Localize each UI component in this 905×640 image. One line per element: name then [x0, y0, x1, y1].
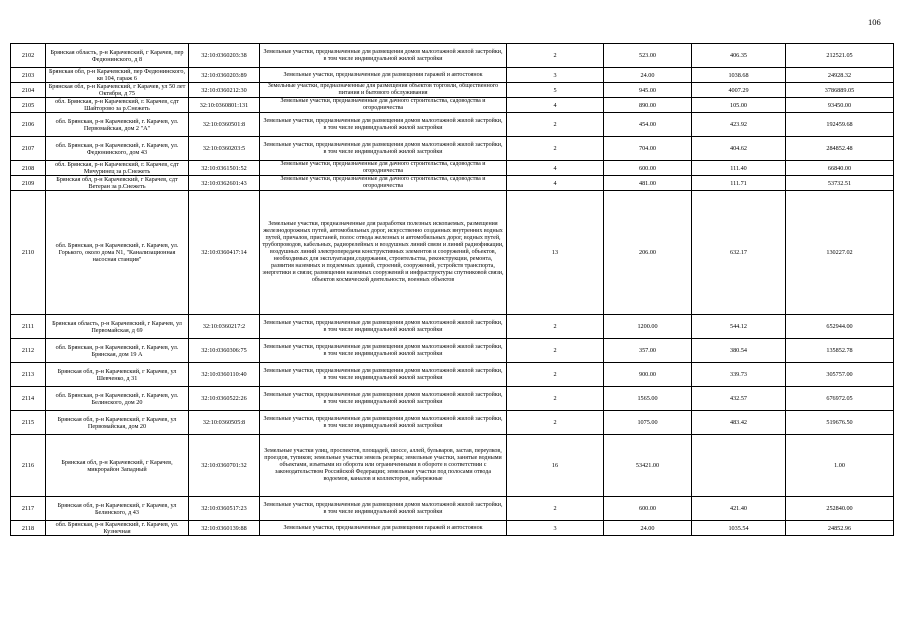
address-cell: обл. Брянская, р-н Карачевский, г. Карачев, ул. Кузнечная: [46, 521, 189, 536]
row-number-cell: 2108: [11, 161, 46, 176]
table-row: [11, 176, 894, 191]
cadastral-number-cell: 32:10:0360517:23: [189, 497, 260, 521]
area-cell: 454.00: [604, 113, 692, 137]
address-cell: Брянская область, р-н Карачевский, г Карачев, ул Первомайская, д 69: [46, 315, 189, 339]
row-number-cell: 2117: [11, 497, 46, 521]
land-use-cell: Земельные участки, предназначенные для размещения гаражей и автостоянок: [260, 521, 507, 536]
address-cell: Брянская обл, р-н Карачевский, г Карачев, ул 50 лет Октября, д 75: [46, 83, 189, 98]
specific-value-cell: 423.92: [692, 113, 786, 137]
address-cell: обл. Брянская, р-н Карачевский, г. Карачев, ул. Белинского, дом 20: [46, 387, 189, 411]
category-code-cell: 2: [507, 315, 604, 339]
cadastral-value-cell: 93450.00: [786, 98, 894, 113]
area-cell: 481.00: [604, 176, 692, 191]
land-use-cell: Земельные участки, предназначенные для размещения домов малоэтажной жилой застройки, в том числе индивидуальной жилой застройки: [260, 339, 507, 363]
cadastral-number-cell: 32:10:0360505:8: [189, 411, 260, 435]
cadastral-number-cell: 32:10:0360212:30: [189, 83, 260, 98]
area-cell: 900.00: [604, 363, 692, 387]
specific-value-cell: 4007.29: [692, 83, 786, 98]
area-cell: 945.00: [604, 83, 692, 98]
cadastral-value-cell: 305757.00: [786, 363, 894, 387]
address-cell: обл. Брянская, р-н Карачевский, г. Карачев, сдт Мичуринец за р.Снежеть: [46, 161, 189, 176]
cadastral-number-cell: 32:10:0360801:131: [189, 98, 260, 113]
cadastral-number-cell: 32:10:0361501:52: [189, 161, 260, 176]
specific-value-cell: 483.42: [692, 411, 786, 435]
cadastral-value-cell: 24928.32: [786, 68, 894, 83]
area-cell: 890.00: [604, 98, 692, 113]
cadastral-number-cell: 32:10:0360217:2: [189, 315, 260, 339]
table-body: [11, 44, 894, 536]
cadastral-number-cell: 32:10:0360203:5: [189, 137, 260, 161]
cadastral-value-cell: 135852.78: [786, 339, 894, 363]
specific-value-cell: 421.40: [692, 497, 786, 521]
row-number-cell: 2118: [11, 521, 46, 536]
cadastral-value-cell: 66840.00: [786, 161, 894, 176]
table-row: [11, 435, 894, 497]
address-cell: обл. Брянская, р-н Карачевский, г. Карачев, ул. Брянская, дом 19 А: [46, 339, 189, 363]
specific-value-cell: 380.54: [692, 339, 786, 363]
area-cell: 523.00: [604, 44, 692, 68]
address-cell: Брянская обл, р-н Карачевский, пер Федюнинского, кв 104, гараж 6: [46, 68, 189, 83]
land-use-cell: Земельные участки, предназначенные для размещения домов малоэтажной жилой застройки, в том числе индивидуальной жилой застройки: [260, 363, 507, 387]
land-use-cell: Земельные участки, предназначенные для размещения домов малоэтажной жилой застройки, в том числе индивидуальной жилой застройки: [260, 44, 507, 68]
table-row: [11, 137, 894, 161]
address-cell: Брянская обл, р-н Карачевский, г Карачев, ул Первомайская, дом 20: [46, 411, 189, 435]
address-cell: обл. Брянская, р-н Карачевский, г. Карачев, ул. Горького, около дома N1, "Канализационная насосная станция": [46, 191, 189, 315]
specific-value-cell: [692, 435, 786, 497]
cadastral-number-cell: 32:10:0360501:8: [189, 113, 260, 137]
land-use-cell: Земельные участки, предназначенные для дачного строительства, садоводства и огородничества: [260, 176, 507, 191]
land-use-cell: Земельные участки, предназначенные для размещения домов малоэтажной жилой застройки, в том числе индивидуальной жилой застройки: [260, 137, 507, 161]
specific-value-cell: 406.35: [692, 44, 786, 68]
table-row: [11, 161, 894, 176]
table-row: [11, 68, 894, 83]
area-cell: 600.00: [604, 161, 692, 176]
category-code-cell: 3: [507, 521, 604, 536]
row-number-cell: 2110: [11, 191, 46, 315]
address-cell: Брянская обл, р-н Карачевский, г Карачев, сдт Ветеран за р.Снежеть: [46, 176, 189, 191]
area-cell: 24.00: [604, 68, 692, 83]
area-cell: 24.00: [604, 521, 692, 536]
row-number-cell: 2102: [11, 44, 46, 68]
category-code-cell: 2: [507, 137, 604, 161]
cadastral-number-cell: 32:10:0360203:89: [189, 68, 260, 83]
table-row: [11, 83, 894, 98]
row-number-cell: 2114: [11, 387, 46, 411]
cadastral-value-cell: 1.00: [786, 435, 894, 497]
specific-value-cell: 105.00: [692, 98, 786, 113]
category-code-cell: 2: [507, 113, 604, 137]
row-number-cell: 2106: [11, 113, 46, 137]
cadastral-number-cell: 32:10:0360139:88: [189, 521, 260, 536]
land-use-cell: Земельные участки, предназначенные для размещения домов малоэтажной жилой застройки, в том числе индивидуальной жилой застройки: [260, 387, 507, 411]
table-row: [11, 315, 894, 339]
area-cell: 1200.00: [604, 315, 692, 339]
specific-value-cell: 544.12: [692, 315, 786, 339]
category-code-cell: 4: [507, 161, 604, 176]
row-number-cell: 2104: [11, 83, 46, 98]
land-use-cell: Земельные участки, предназначенные для размещения домов малоэтажной жилой застройки, в том числе индивидуальной жилой застройки: [260, 411, 507, 435]
land-use-cell: Земельные участки, предназначенные для размещения домов малоэтажной жилой застройки, в том числе индивидуальной жилой застройки: [260, 497, 507, 521]
category-code-cell: 2: [507, 44, 604, 68]
address-cell: обл. Брянская, р-н Карачевский, г. Карачев, сдт Шайторово за р.Снежеть: [46, 98, 189, 113]
row-number-cell: 2107: [11, 137, 46, 161]
address-cell: обл. Брянская, р-н Карачевский, г. Карачев, ул. Первомайская, дом 2 "А": [46, 113, 189, 137]
category-code-cell: 2: [507, 387, 604, 411]
category-code-cell: 13: [507, 191, 604, 315]
specific-value-cell: 111.40: [692, 161, 786, 176]
area-cell: 704.00: [604, 137, 692, 161]
page-number: 106: [868, 17, 881, 27]
area-cell: 1565.00: [604, 387, 692, 411]
category-code-cell: 2: [507, 497, 604, 521]
area-cell: 600.00: [604, 497, 692, 521]
cadastral-number-cell: 32:10:0360306:75: [189, 339, 260, 363]
category-code-cell: 4: [507, 176, 604, 191]
cadastral-number-cell: 32:10:0360522:26: [189, 387, 260, 411]
cadastral-value-cell: 252840.00: [786, 497, 894, 521]
area-cell: 53421.00: [604, 435, 692, 497]
table-row: [11, 497, 894, 521]
table-row: [11, 44, 894, 68]
table-row: [11, 521, 894, 536]
cadastral-value-cell: 676972.05: [786, 387, 894, 411]
land-use-cell: Земельные участки, предназначенные для дачного строительства, садоводства и огородничества: [260, 98, 507, 113]
land-use-cell: Земельные участки, предназначенные для размещения гаражей и автостоянок: [260, 68, 507, 83]
area-cell: 357.00: [604, 339, 692, 363]
category-code-cell: 3: [507, 68, 604, 83]
land-registry-table: [10, 43, 894, 536]
category-code-cell: 2: [507, 411, 604, 435]
area-cell: 1075.00: [604, 411, 692, 435]
specific-value-cell: 404.62: [692, 137, 786, 161]
table-row: [11, 411, 894, 435]
row-number-cell: 2111: [11, 315, 46, 339]
row-number-cell: 2103: [11, 68, 46, 83]
land-use-cell: Земельные участки улиц, проспектов, площадей, шоссе, аллей, бульваров, застав, переулков, проездов, тупиков; земельные участки земель резерва; земельные участки, занятые водными объектами, изъятыми из оборота или ограниченными в обороте в соответствии с законодательством Российской Федерации; земельные участки под полосами отвода водоемов, каналов и коллекторов, набережные: [260, 435, 507, 497]
land-use-cell: Земельные участки, предназначенные для разработки полезных ископаемых, размещения железнодорожных путей, автомобильных дорог, искусственно созданных внутренних водных путей, причалов, пристаней, полос отвода железных и автомобильных дорог, водных путей, трубопроводов, кабельных, радиорелейных и воздушных линий связи и линий радиофикации, воздушных линий электропередачи конструктивных элементов и сооружений, объектов, необходимых для эксплуатации,содержания, строительства, реконструкции, ремонта, развития наземных и подземных зданий, строений, сооружений, устройств транспорта, энергетики и связи; размещения наземных сооружений и инфраструктуры спутниковой связи, объектов космической деятельности, военных объектов: [260, 191, 507, 315]
category-code-cell: 2: [507, 339, 604, 363]
specific-value-cell: 111.71: [692, 176, 786, 191]
row-number-cell: 2115: [11, 411, 46, 435]
cadastral-number-cell: 32:10:0360701:32: [189, 435, 260, 497]
cadastral-number-cell: 32:10:0362601:43: [189, 176, 260, 191]
area-cell: 206.00: [604, 191, 692, 315]
address-cell: Брянская область, р-н Карачевский, г Карачев, пер Федюнинского, д 8: [46, 44, 189, 68]
address-cell: Брянская обл, р-н Карачевский, г Карачев, ул Белинского, д 43: [46, 497, 189, 521]
address-cell: обл. Брянская, р-н Карачевский, г. Карачев, ул. Федюнинского, дом 43: [46, 137, 189, 161]
cadastral-value-cell: 3786889.05: [786, 83, 894, 98]
land-use-cell: Земельные участки, предназначенные для дачного строительства, садоводства и огородничества: [260, 161, 507, 176]
category-code-cell: 2: [507, 363, 604, 387]
specific-value-cell: 1035.54: [692, 521, 786, 536]
land-use-cell: Земельные участки, предназначенные для размещения домов малоэтажной жилой застройки, в том числе индивидуальной жилой застройки: [260, 315, 507, 339]
cadastral-value-cell: 130227.02: [786, 191, 894, 315]
cadastral-number-cell: 32:10:0360417:14: [189, 191, 260, 315]
land-use-cell: Земельные участки, предназначенные для размещения объектов торговли, общественного питания и бытового обслуживания: [260, 83, 507, 98]
cadastral-value-cell: 652944.00: [786, 315, 894, 339]
row-number-cell: 2109: [11, 176, 46, 191]
cadastral-value-cell: 53732.51: [786, 176, 894, 191]
category-code-cell: 5: [507, 83, 604, 98]
table-row: [11, 339, 894, 363]
specific-value-cell: 1038.68: [692, 68, 786, 83]
table-row: [11, 98, 894, 113]
specific-value-cell: 432.57: [692, 387, 786, 411]
table-row: [11, 191, 894, 315]
specific-value-cell: 339.73: [692, 363, 786, 387]
category-code-cell: 4: [507, 98, 604, 113]
cadastral-value-cell: 519676.50: [786, 411, 894, 435]
land-use-cell: Земельные участки, предназначенные для размещения домов малоэтажной жилой застройки, в том числе индивидуальной жилой застройки: [260, 113, 507, 137]
row-number-cell: 2116: [11, 435, 46, 497]
cadastral-value-cell: 24852.96: [786, 521, 894, 536]
row-number-cell: 2105: [11, 98, 46, 113]
row-number-cell: 2112: [11, 339, 46, 363]
specific-value-cell: 632.17: [692, 191, 786, 315]
table-row: [11, 363, 894, 387]
cadastral-value-cell: 284852.48: [786, 137, 894, 161]
cadastral-number-cell: 32:10:0360110:40: [189, 363, 260, 387]
row-number-cell: 2113: [11, 363, 46, 387]
cadastral-value-cell: 212521.05: [786, 44, 894, 68]
cadastral-number-cell: 32:10:0360203:38: [189, 44, 260, 68]
cadastral-value-cell: 192459.68: [786, 113, 894, 137]
table-row: [11, 387, 894, 411]
table-row: [11, 113, 894, 137]
address-cell: Брянская обл, р-н Карачевский, г Карачев, ул Шевченко, д 31: [46, 363, 189, 387]
category-code-cell: 16: [507, 435, 604, 497]
address-cell: Брянская обл, р-н Карачевский, г Карачев, микрорайон Западный: [46, 435, 189, 497]
